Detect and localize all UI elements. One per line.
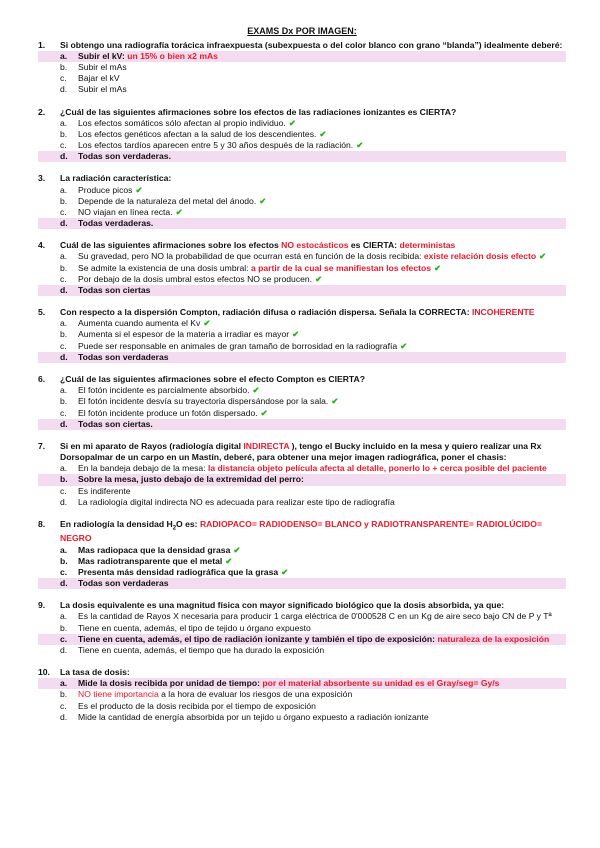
question-text — [60, 173, 566, 184]
answer-option — [38, 463, 566, 474]
question-list — [38, 40, 566, 723]
question-text-cont: es CIERTA: — [350, 240, 398, 251]
question-header — [38, 240, 566, 251]
checkmark-icon: ✔ — [259, 195, 267, 206]
question-number: 3. — [38, 173, 46, 184]
question-block — [38, 441, 566, 508]
option-text-wrap — [78, 678, 566, 689]
option-text-wrap — [78, 578, 566, 589]
option-text: Puede ser responsable en animales de gran tamaño de borrosidad en la radiografía — [78, 340, 398, 351]
option-letter: c. — [60, 340, 67, 351]
option-red-note: por el material absorbente su unidad es el Gray/seg= Gy/s — [262, 678, 500, 689]
option-text: Es indiferente — [78, 485, 131, 496]
option-text: Sobre la mesa, justo debajo de la extremidad del perro: — [78, 474, 304, 485]
option-text-wrap — [78, 84, 566, 95]
option-text: El fotón incidente desvía su trayectoria dispersándose por la sala. — [78, 396, 329, 407]
question-block — [38, 173, 566, 229]
option-letter: a. — [60, 251, 68, 262]
option-text: Es la cantidad de Rayos X necesaria para producir 1 carga eléctrica de 0'000528 C en un Kg de aire seco bajo CN de P y Tª — [78, 611, 552, 622]
answer-option — [38, 497, 566, 508]
option-letter: a. — [60, 678, 68, 689]
option-text-wrap — [78, 408, 566, 419]
option-text-wrap — [78, 218, 566, 229]
page-title: EXAMS Dx POR IMAGEN: — [247, 26, 357, 36]
option-text: La radiología digital indirecta NO es adecuada para realizar este tipo de radiografía — [78, 496, 395, 507]
option-text-wrap — [78, 129, 566, 140]
option-letter: b. — [60, 555, 68, 566]
option-letter: a. — [60, 117, 68, 128]
checkmark-icon: ✔ — [260, 407, 268, 418]
answer-option — [38, 207, 566, 218]
option-letter: c. — [60, 485, 67, 496]
question-number: 2. — [38, 106, 46, 117]
question-block — [38, 240, 566, 296]
question-text-main: La tasa de dosis: — [60, 667, 130, 678]
question-text — [60, 107, 566, 118]
option-letter: c. — [60, 566, 68, 577]
answer-option — [38, 318, 566, 329]
option-letter: a. — [60, 318, 68, 329]
answer-option — [38, 263, 566, 274]
option-text: Todas verdaderas. — [78, 218, 154, 229]
answer-option — [38, 274, 566, 285]
question-text — [60, 667, 566, 678]
answer-option — [38, 474, 566, 485]
question-red-note: NO estocásticos — [281, 240, 349, 251]
answer-option — [38, 73, 566, 84]
question-number: 10. — [38, 667, 50, 678]
option-letter: a. — [60, 385, 68, 396]
option-text: Tiene en cuenta, además, el tiempo que ha durado la exposición — [78, 644, 325, 655]
question-text-main: Con respecto a la dispersión Compton, radiación difusa o radiación dispersa. Señala la CORRECTA: — [60, 307, 470, 318]
option-text: Es el producto de la dosis recibida por el tiempo de exposición — [78, 700, 316, 711]
checkmark-icon: ✔ — [233, 544, 241, 555]
question-text-cont: O es: — [176, 518, 198, 529]
option-text: Mide la dosis recibida por unidad de tiempo: — [78, 678, 260, 689]
answer-option — [38, 689, 566, 700]
question-block — [38, 107, 566, 163]
option-letter: d. — [60, 84, 68, 95]
option-letter: d. — [60, 218, 68, 229]
question-number: 4. — [38, 240, 46, 251]
answer-option — [38, 678, 566, 689]
option-text: Tiene en cuenta, además, el tipo de tejido u órgano expuesto — [78, 622, 311, 633]
option-text: Aumenta cuando aumenta el Kv — [78, 318, 201, 329]
checkmark-icon: ✔ — [281, 566, 289, 577]
option-text: Todas son verdaderas — [78, 578, 169, 589]
option-text: El fotón incidente produce un fotón dispersado. — [78, 407, 258, 418]
question-header — [38, 374, 566, 385]
question-header — [38, 600, 566, 611]
answer-option — [38, 712, 566, 723]
answer-option — [38, 218, 566, 229]
option-text: Bajar el kV — [78, 73, 120, 84]
option-letter: b. — [60, 195, 68, 206]
option-text: Presenta más densidad radiográfica que la grasa — [78, 566, 279, 577]
answer-option — [38, 84, 566, 95]
answer-option — [38, 118, 566, 129]
option-text-wrap — [78, 51, 566, 62]
option-text: Subir el mAs — [78, 84, 127, 95]
checkmark-icon: ✔ — [203, 318, 211, 329]
option-text-wrap — [78, 140, 566, 151]
option-text-wrap — [78, 419, 566, 430]
option-text-wrap — [78, 611, 566, 622]
question-block — [38, 374, 566, 430]
option-text-wrap — [78, 341, 566, 352]
option-letter: c. — [60, 273, 67, 284]
question-block — [38, 307, 566, 363]
answer-option — [38, 285, 566, 296]
option-text-wrap — [78, 151, 566, 162]
option-text: Tiene en cuenta, además, el tipo de radiación ionizante y también el tipo de exposición: — [78, 633, 436, 644]
option-text-wrap — [78, 185, 566, 196]
option-text: Los efectos somáticos sólo afectan al propio individuo. — [78, 117, 286, 128]
option-text-wrap — [78, 274, 566, 285]
option-red-lead: NO tiene importancia — [78, 689, 159, 700]
question-block — [38, 519, 566, 589]
option-letter: c. — [60, 700, 67, 711]
question-header — [38, 107, 566, 118]
question-number: 9. — [38, 600, 46, 611]
question-block — [38, 600, 566, 656]
option-letter: b. — [60, 128, 68, 139]
option-red-note: a partir de la cual se manifiestan los efectos — [250, 262, 431, 273]
question-text — [60, 441, 566, 463]
question-text — [60, 240, 566, 251]
option-text: Subir el mAs — [78, 62, 127, 73]
option-text: Todas son verdaderas — [78, 351, 169, 362]
option-text-wrap — [78, 634, 566, 645]
option-letter: c. — [60, 73, 67, 84]
option-text: Su gravedad, pero NO la probabilidad de que ocurran está en función de la dosis recibida: — [78, 251, 422, 262]
question-header — [38, 173, 566, 184]
answer-option — [38, 129, 566, 140]
answer-option — [38, 185, 566, 196]
question-text-main: ¿Cuál de las siguientes afirmaciones sobre los efectos de las radiaciones ionizantes es CIERTA? — [60, 106, 457, 117]
checkmark-icon: ✔ — [331, 396, 339, 407]
option-text-wrap — [78, 118, 566, 129]
option-text-wrap — [78, 623, 566, 634]
question-text — [60, 307, 566, 318]
checkmark-icon: ✔ — [288, 117, 297, 128]
checkmark-icon: ✔ — [175, 206, 183, 217]
option-letter: b. — [60, 622, 68, 633]
option-red-note: existe relación dosis efecto — [423, 251, 537, 262]
option-letter: a. — [60, 184, 68, 195]
option-text-wrap — [78, 263, 566, 274]
option-text: Subir el kV: — [78, 50, 125, 61]
option-text: Depende de la naturaleza del metal del ánodo. — [78, 195, 257, 206]
option-text-wrap — [78, 207, 566, 218]
option-text: Todas son ciertas. — [78, 418, 153, 429]
answer-option — [38, 556, 566, 567]
checkmark-icon: ✔ — [356, 140, 364, 151]
option-text: En la bandeja debajo de la mesa: — [78, 463, 206, 474]
checkmark-icon: ✔ — [315, 273, 323, 284]
option-text: a la hora de evaluar los riesgos de una exposición — [161, 689, 353, 700]
answer-option — [38, 396, 566, 407]
question-text-main: Si en mi aparato de Rayos (radiología digital — [60, 440, 241, 451]
answer-option — [38, 419, 566, 430]
answer-option — [38, 408, 566, 419]
question-number: 8. — [38, 518, 46, 529]
checkmark-icon: ✔ — [400, 340, 408, 351]
question-text-main: Cuál de las siguientes afirmaciones sobre los efectos — [60, 240, 279, 251]
option-text-wrap — [78, 497, 566, 508]
option-text-wrap — [78, 545, 566, 556]
question-red-note: INCOHERENTE — [471, 307, 535, 318]
option-letter: b. — [60, 689, 68, 700]
question-red-note: RADIOPACO= RADIODENSO= BLANCO y RADIOTRANSPARENTE= RADIOLÚCIDO= NEGRO — [60, 518, 542, 544]
option-letter: d. — [60, 351, 68, 362]
option-text-wrap — [78, 396, 566, 407]
option-text-wrap — [78, 385, 566, 396]
option-text: Mas radiopaca que la densidad grasa — [78, 544, 231, 555]
option-letter: b. — [60, 396, 68, 407]
question-number: 6. — [38, 373, 46, 384]
answer-option — [38, 567, 566, 578]
option-letter: d. — [60, 284, 68, 295]
answer-option — [38, 62, 566, 73]
answer-option — [38, 140, 566, 151]
answer-option — [38, 701, 566, 712]
option-letter: d. — [60, 644, 68, 655]
question-block — [38, 667, 566, 723]
checkmark-icon: ✔ — [225, 555, 233, 566]
option-text: Por debajo de la dosis umbral estos efectos NO se producen. — [78, 273, 313, 284]
question-text-main: La dosis equivalente es una magnitud física con mayor significado biológico que la dosis absorbida, ya que: — [60, 600, 505, 611]
question-header — [38, 519, 566, 545]
option-text-wrap — [78, 712, 566, 723]
option-red-note: la distancia objeto película afecta al detalle, ponerlo lo + cerca posible del paciente — [207, 463, 547, 474]
option-letter: a. — [60, 611, 68, 622]
option-text: Produce picos — [78, 184, 133, 195]
question-text — [60, 40, 566, 51]
question-header — [38, 40, 566, 51]
option-letter: d. — [60, 418, 68, 429]
option-text-wrap — [78, 318, 566, 329]
answer-option — [38, 578, 566, 589]
question-red-note: INDIRECTA — [243, 440, 290, 451]
answer-option — [38, 385, 566, 396]
option-letter: d. — [60, 711, 68, 722]
option-text-wrap — [78, 701, 566, 712]
answer-option — [38, 51, 566, 62]
question-text-main: Si obtengo una radiografía torácica infraexpuesta (subexpuesta o del color blanco con grano “blanda”) idealmente deberé: — [60, 39, 563, 50]
option-text-wrap — [78, 556, 566, 567]
question-text-main: En radiología la densidad H — [60, 518, 173, 529]
checkmark-icon: ✔ — [292, 329, 300, 340]
answer-option — [38, 352, 566, 363]
checkmark-icon: ✔ — [135, 184, 143, 195]
question-red-note-2: deterministas — [399, 240, 456, 251]
option-text-wrap — [78, 474, 566, 485]
option-text: NO viajan en línea recta. — [78, 206, 173, 217]
question-header — [38, 441, 566, 463]
question-number: 7. — [38, 440, 46, 451]
checkmark-icon: ✔ — [434, 262, 442, 273]
answer-option — [38, 645, 566, 656]
answer-option — [38, 341, 566, 352]
option-text-wrap — [78, 352, 566, 363]
answer-option — [38, 251, 566, 262]
question-header — [38, 667, 566, 678]
answer-option — [38, 151, 566, 162]
option-text: Los efectos genéticos afectan a la salud de los descendientes. — [78, 128, 317, 139]
option-text-wrap — [78, 329, 566, 340]
option-letter: c. — [60, 407, 67, 418]
option-text: Todas son verdaderas. — [78, 151, 171, 162]
checkmark-icon: ✔ — [319, 128, 327, 139]
option-text-wrap — [78, 486, 566, 497]
answer-option — [38, 611, 566, 622]
option-text: Todas son ciertas — [78, 284, 151, 295]
option-red-note: naturaleza de la exposición — [437, 633, 550, 644]
answer-option — [38, 329, 566, 340]
option-text: Aumenta si el espesor de la materia a irradiar es mayor — [78, 329, 290, 340]
question-text — [60, 519, 566, 545]
question-number: 1. — [38, 39, 46, 50]
option-text: Se admite la existencia de una dosis umbral: — [78, 262, 249, 273]
answer-option — [38, 486, 566, 497]
option-text-wrap — [78, 567, 566, 578]
option-letter: c. — [60, 206, 67, 217]
option-red-note: un 15% o bien x2 mAs — [127, 50, 218, 61]
question-number: 5. — [38, 307, 46, 318]
option-letter: b. — [60, 262, 68, 273]
answer-option — [38, 545, 566, 556]
option-letter: d. — [60, 496, 68, 507]
option-text-wrap — [78, 73, 566, 84]
option-letter: b. — [60, 329, 68, 340]
option-text-wrap — [78, 285, 566, 296]
option-letter: a. — [60, 50, 68, 61]
option-letter: b. — [60, 62, 68, 73]
subscript: 2 — [172, 525, 177, 532]
option-letter: d. — [60, 151, 68, 162]
question-text — [60, 600, 566, 611]
option-text-wrap — [78, 251, 566, 262]
answer-option — [38, 634, 566, 645]
option-letter: c. — [60, 633, 68, 644]
option-letter: a. — [60, 463, 68, 474]
checkmark-icon: ✔ — [539, 251, 547, 262]
question-text-cont: ), tengo el Bucky incluido en la mesa y quiero realizar una Rx Dorsopalmar de un carpo en un Mastín, deberé, para obtener una mejor imagen radiográfica, poner el chasis: — [60, 440, 542, 463]
option-letter: b. — [60, 474, 68, 485]
checkmark-icon: ✔ — [252, 385, 260, 396]
question-text — [60, 374, 566, 385]
option-text-wrap — [78, 689, 566, 700]
option-text-wrap — [78, 645, 566, 656]
option-text-wrap — [78, 463, 566, 474]
option-text-wrap — [78, 62, 566, 73]
option-letter: d. — [60, 578, 68, 589]
option-text: Los efectos tardíos aparecen entre 5 y 30 años después de la radiación. — [78, 140, 354, 151]
option-letter: a. — [60, 544, 68, 555]
option-text-wrap — [78, 196, 566, 207]
option-text: Mas radiotransparente que el metal — [78, 555, 223, 566]
question-text-main: ¿Cuál de las siguientes afirmaciones sobre el efecto Compton es CIERTA? — [60, 373, 365, 384]
answer-option — [38, 623, 566, 634]
answer-option — [38, 196, 566, 207]
question-header — [38, 307, 566, 318]
question-block — [38, 40, 566, 96]
option-letter: c. — [60, 140, 67, 151]
option-text: El fotón incidente es parcialmente absorbido. — [78, 385, 250, 396]
option-text: Mide la cantidad de energía absorbida por un tejido u órgano expuesto a radiación ionizante — [78, 711, 429, 722]
question-text-main: La radiación característica: — [60, 173, 172, 184]
